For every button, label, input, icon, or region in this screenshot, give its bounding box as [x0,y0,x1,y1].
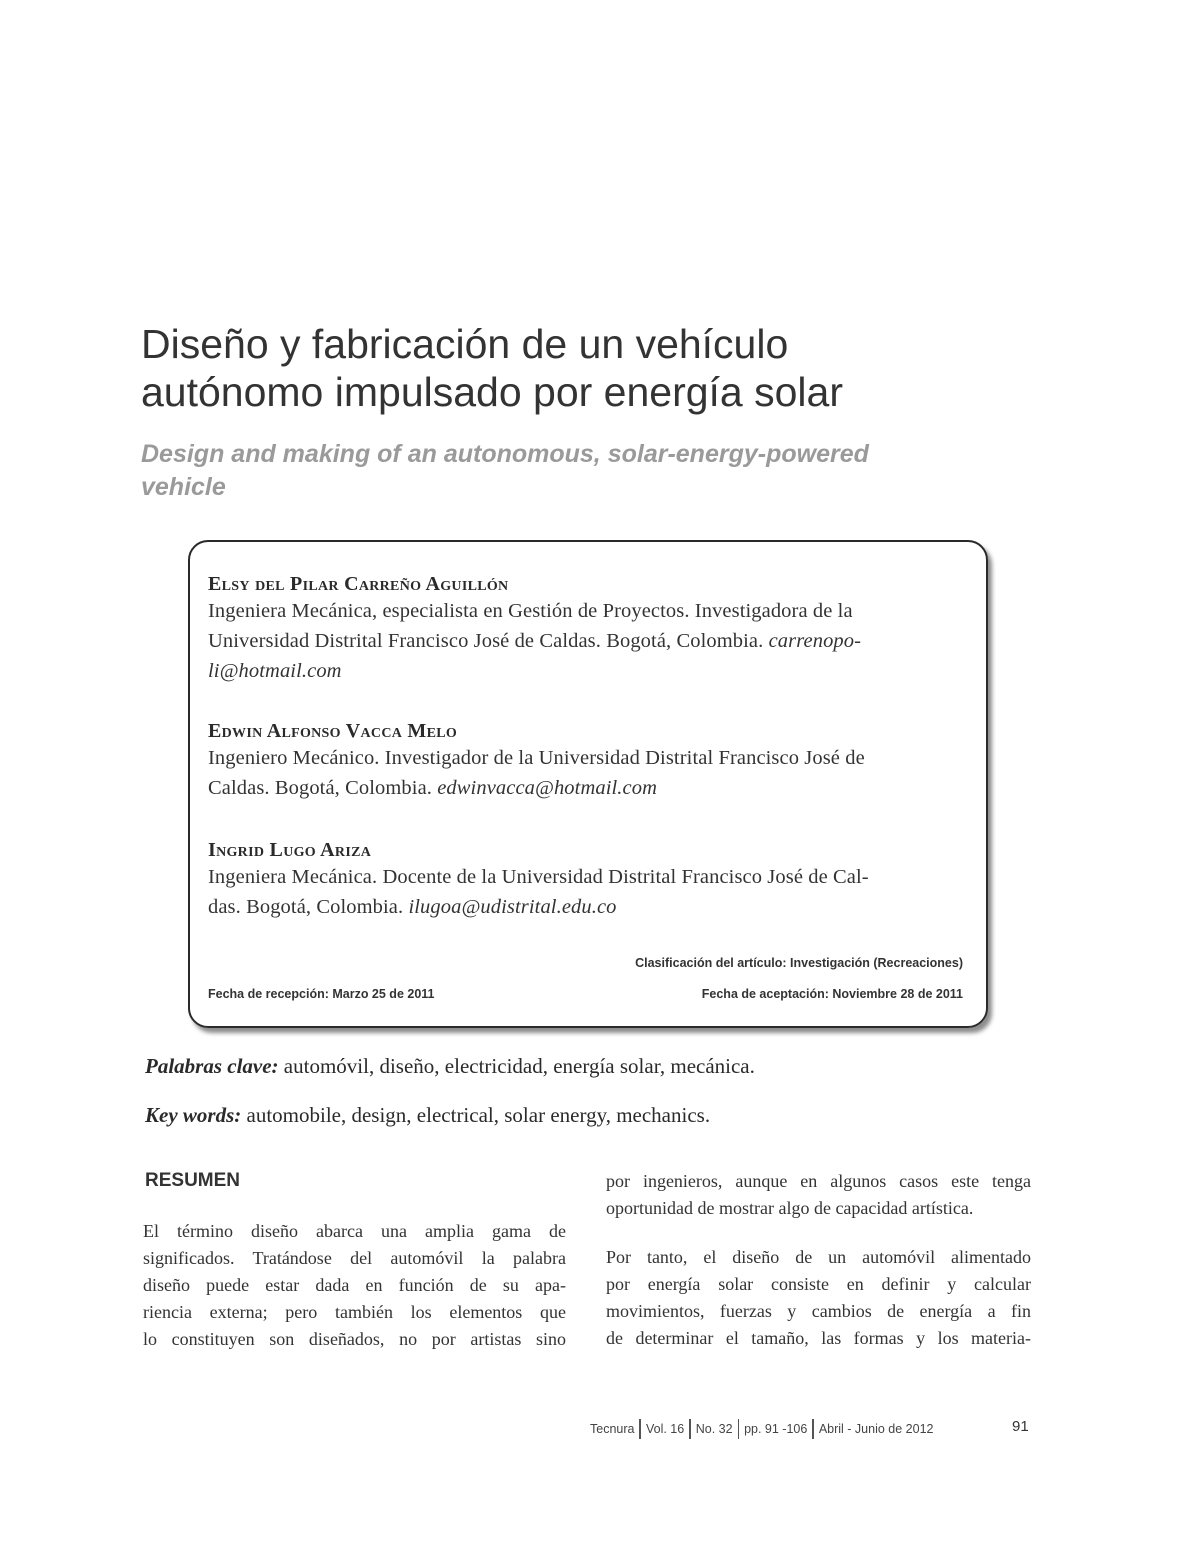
page-number: 91 [1012,1418,1029,1435]
text-line: lo constituyen son diseñados, no por artistas sino [143,1329,566,1349]
page-range: pp. 91 -106 [744,1422,808,1436]
author-email[interactable]: edwinvacca@hotmail.com [437,777,657,799]
text-line: de determinar el tamaño, las formas y los materia- [606,1328,1031,1348]
title-line-2: autónomo impulsado por energía solar [141,369,843,415]
author-name: Ingrid Lugo Ariza [208,839,372,861]
abstract-column-2-paragraph-1 [606,1168,1031,1222]
author-affiliation [208,896,617,919]
separator [689,1419,691,1439]
author-affiliation [208,777,657,800]
text-line: diseño puede estar dada en función de su apa- [143,1275,566,1295]
author-affiliation: Ingeniera Mecánica, especialista en Gestión de Proyectos. Investigadora de la [208,600,853,622]
affiliation-text: das. Bogotá, Colombia. [208,896,404,918]
subtitle-line-1: Design and making of an autonomous, solar-energy-powered [141,440,869,468]
article-subtitle [141,438,1041,504]
acceptance-date: Fecha de aceptación: Noviembre 28 de 2011 [701,987,963,1001]
text-line: movimientos, fuerzas y cambios de energía a fin [606,1301,1031,1321]
article-title [141,320,1041,416]
separator [812,1419,814,1439]
affiliation-text: Universidad Distrital Francisco José de Caldas. Bogotá, Colombia. [208,630,764,652]
abstract-column-2-paragraph-2 [606,1244,1031,1352]
text-line: por ingenieros, aunque en algunos casos este tenga [606,1171,1031,1191]
text-line: oportunidad de mostrar algo de capacidad artística. [606,1198,974,1218]
author-affiliation [208,630,861,653]
author-affiliation: Ingeniera Mecánica. Docente de la Universidad Distrital Francisco José de Cal- [208,866,869,888]
section-heading: RESUMEN [145,1170,241,1191]
author-email[interactable]: ilugoa@udistrital.edu.co [408,896,617,918]
article-classification: Clasificación del artículo: Investigación (Recreaciones) [635,956,963,970]
text-line: El término diseño abarca una amplia gama de [143,1221,566,1241]
affiliation-text: Caldas. Bogotá, Colombia. [208,777,432,799]
keywords-label: Palabras clave: [145,1054,279,1078]
reception-date: Fecha de recepción: Marzo 25 de 2011 [208,987,435,1001]
keywords-text: automobile, design, electrical, solar energy, mechanics. [241,1103,711,1127]
issue-date: Abril - Junio de 2012 [818,1422,934,1436]
abstract-column-1 [143,1218,566,1353]
keywords-spanish [145,1054,755,1079]
text-line: significados. Tratándose del automóvil la palabra [143,1248,566,1268]
author-email[interactable]: carrenopo- [768,630,862,652]
journal-name: Tecnura [590,1422,635,1436]
volume: Vol. 16 [645,1422,685,1436]
page-footer [590,1418,933,1440]
author-affiliation: Ingeniero Mecánico. Investigador de la Universidad Distrital Francisco José de [208,747,865,769]
text-line: riencia externa; pero también los elementos que [143,1302,566,1322]
author-name: Elsy del Pilar Carreño Aguillón [208,573,509,595]
subtitle-line-2: vehicle [141,473,226,501]
keywords-english [145,1103,710,1128]
separator [639,1419,641,1439]
text-line: por energía solar consiste en definir y calcular [606,1274,1031,1294]
keywords-label: Key words: [145,1103,242,1127]
issue-number: No. 32 [695,1422,733,1436]
keywords-text: automóvil, diseño, electricidad, energía solar, mecánica. [278,1054,755,1078]
author-email[interactable]: li@hotmail.com [208,660,342,682]
text-line: Por tanto, el diseño de un automóvil alimentado [606,1247,1031,1267]
separator [738,1419,740,1439]
author-name: Edwin Alfonso Vacca Melo [208,720,458,742]
title-line-1: Diseño y fabricación de un vehículo [141,321,789,367]
